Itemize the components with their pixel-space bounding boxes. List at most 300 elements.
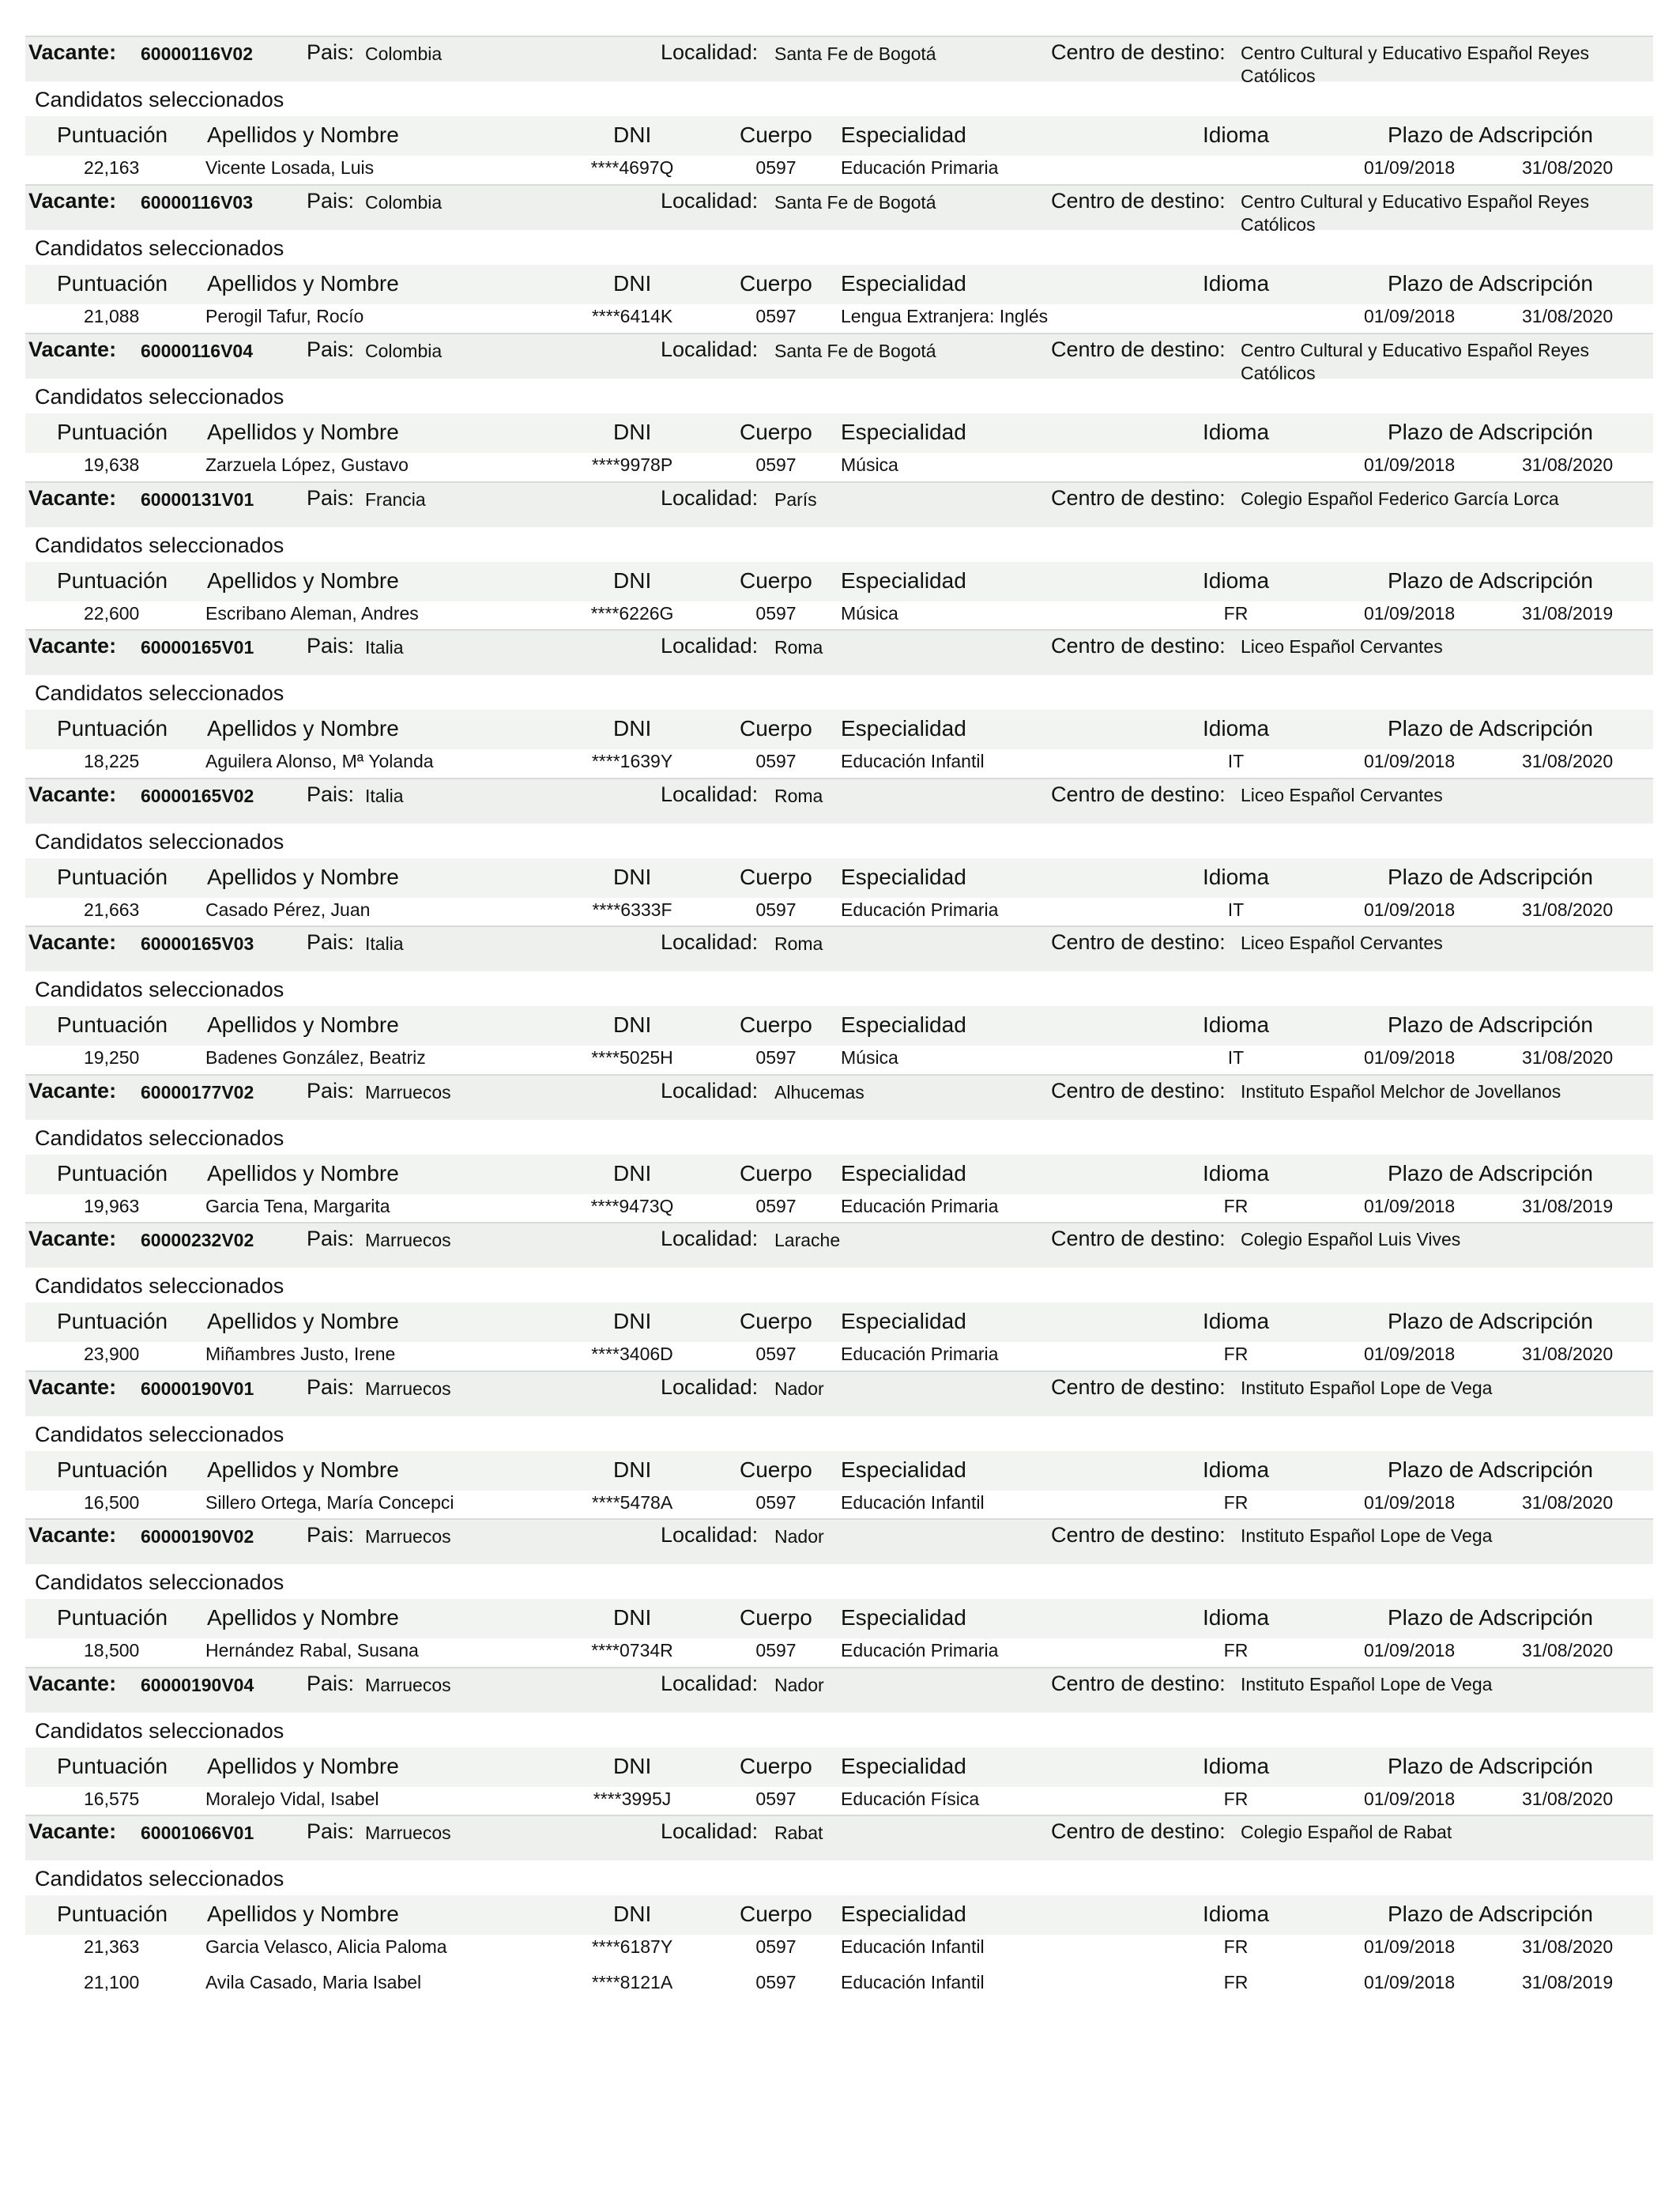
- vacante-label: Vacante:: [28, 1672, 117, 1695]
- candidatos-label: Candidatos seleccionados: [35, 1126, 284, 1150]
- col-plazo: Plazo de Adscripción: [1388, 1902, 1593, 1926]
- localidad-value: Rabat: [774, 1823, 823, 1843]
- vacante-code: 60000116V03: [141, 192, 253, 213]
- col-puntuacion: Puntuación: [57, 1605, 168, 1630]
- col-plazo: Plazo de Adscripción: [1388, 865, 1593, 889]
- col-dni: DNI: [613, 1161, 652, 1186]
- col-nombre: Apellidos y Nombre: [207, 1902, 399, 1926]
- cell-cuerpo: 0597: [755, 454, 797, 475]
- col-idioma: Idioma: [1203, 865, 1270, 889]
- vacante-code: 60000131V01: [141, 489, 254, 510]
- cell-desde: 01/09/2018: [1364, 899, 1456, 920]
- vacante-code: 60001066V01: [141, 1823, 254, 1843]
- cell-idioma: FR: [1223, 603, 1249, 624]
- col-cuerpo: Cuerpo: [740, 716, 812, 741]
- centro-label: Centro de destino:: [1051, 1523, 1226, 1547]
- vacancy-block: [0, 925, 1680, 1069]
- cell-puntuacion: 19,963: [84, 1196, 140, 1216]
- cell-especialidad: Educación Primaria: [841, 899, 999, 920]
- col-dni: DNI: [613, 1457, 652, 1482]
- localidad-label: Localidad:: [661, 40, 759, 64]
- centro-value: Instituto Español Melchor de Jovellanos: [1241, 1081, 1561, 1102]
- cell-desde: 01/09/2018: [1364, 1936, 1456, 1957]
- cell-nombre: Hernández Rabal, Susana: [205, 1640, 419, 1661]
- candidatos-label: Candidatos seleccionados: [35, 1719, 284, 1743]
- vacante-label: Vacante:: [28, 1819, 117, 1843]
- cell-nombre: Badenes González, Beatriz: [205, 1047, 426, 1068]
- col-dni: DNI: [613, 1754, 652, 1778]
- centro-value: Centro Cultural y Educativo Español Reyes Católicos: [1241, 340, 1590, 383]
- col-puntuacion: Puntuación: [57, 1012, 168, 1037]
- pais-value: Francia: [365, 489, 426, 510]
- centro-label: Centro de destino:: [1051, 486, 1226, 510]
- col-dni: DNI: [613, 568, 652, 593]
- col-nombre: Apellidos y Nombre: [207, 123, 399, 147]
- cell-puntuacion: 16,575: [84, 1789, 140, 1809]
- col-especialidad: Especialidad: [841, 568, 966, 593]
- cell-dni: ****9978P: [591, 454, 673, 475]
- vacancy-block: [0, 1815, 1680, 1994]
- candidatos-label: Candidatos seleccionados: [35, 533, 284, 557]
- pais-value: Marruecos: [365, 1526, 451, 1547]
- vacancy-block: [0, 1518, 1680, 1662]
- pais-value: Marruecos: [365, 1378, 451, 1399]
- centro-value: Liceo Español Cervantes: [1241, 636, 1443, 657]
- cell-especialidad: Educación Primaria: [841, 1344, 999, 1364]
- cell-cuerpo: 0597: [755, 1344, 797, 1364]
- cell-puntuacion: 22,600: [84, 603, 140, 624]
- cell-especialidad: Educación Primaria: [841, 1640, 999, 1661]
- localidad-value: Nador: [774, 1675, 824, 1695]
- pais-label: Pais:: [307, 40, 355, 64]
- col-cuerpo: Cuerpo: [740, 1754, 812, 1778]
- cell-hasta: 31/08/2020: [1522, 157, 1614, 178]
- cell-desde: 01/09/2018: [1364, 1789, 1456, 1809]
- candidatos-label: Candidatos seleccionados: [35, 385, 284, 409]
- centro-label: Centro de destino:: [1051, 40, 1226, 64]
- col-nombre: Apellidos y Nombre: [207, 1012, 399, 1037]
- col-puntuacion: Puntuación: [57, 568, 168, 593]
- centro-value: Colegio Español Federico García Lorca: [1241, 488, 1559, 509]
- centro-label: Centro de destino:: [1051, 1079, 1226, 1103]
- col-especialidad: Especialidad: [841, 1754, 966, 1778]
- centro-label: Centro de destino:: [1051, 782, 1226, 806]
- col-puntuacion: Puntuación: [57, 420, 168, 444]
- col-plazo: Plazo de Adscripción: [1388, 1754, 1593, 1778]
- cell-nombre: Miñambres Justo, Irene: [205, 1344, 396, 1364]
- cell-especialidad: Educación Primaria: [841, 157, 999, 178]
- col-especialidad: Especialidad: [841, 1902, 966, 1926]
- vacante-code: 60000177V02: [141, 1082, 254, 1103]
- cell-hasta: 31/08/2020: [1522, 306, 1614, 326]
- col-nombre: Apellidos y Nombre: [207, 1605, 399, 1630]
- candidatos-label: Candidatos seleccionados: [35, 236, 284, 260]
- vacancy-block: [0, 1667, 1680, 1811]
- pais-label: Pais:: [307, 634, 355, 658]
- centro-label: Centro de destino:: [1051, 337, 1226, 361]
- vacancy-block: [0, 481, 1680, 625]
- cell-desde: 01/09/2018: [1364, 1640, 1456, 1661]
- col-puntuacion: Puntuación: [57, 1754, 168, 1778]
- col-cuerpo: Cuerpo: [740, 271, 812, 296]
- col-idioma: Idioma: [1203, 1309, 1270, 1333]
- localidad-value: Alhucemas: [774, 1082, 864, 1103]
- cell-dni: ****3995J: [593, 1789, 672, 1809]
- vacante-label: Vacante:: [28, 40, 117, 64]
- pais-value: Colombia: [365, 341, 443, 361]
- cell-nombre: Zarzuela López, Gustavo: [205, 454, 409, 475]
- col-puntuacion: Puntuación: [57, 1309, 168, 1333]
- vacante-label: Vacante:: [28, 1227, 117, 1250]
- col-cuerpo: Cuerpo: [740, 420, 812, 444]
- cell-cuerpo: 0597: [755, 1196, 797, 1216]
- col-especialidad: Especialidad: [841, 1309, 966, 1333]
- candidatos-label: Candidatos seleccionados: [35, 88, 284, 111]
- cell-desde: 01/09/2018: [1364, 1047, 1456, 1068]
- candidatos-label: Candidatos seleccionados: [35, 830, 284, 854]
- cell-idioma: FR: [1223, 1196, 1249, 1216]
- pais-value: Marruecos: [365, 1675, 451, 1695]
- col-dni: DNI: [613, 1605, 652, 1630]
- pais-label: Pais:: [307, 782, 355, 806]
- vacancy-block: [0, 1074, 1680, 1218]
- col-plazo: Plazo de Adscripción: [1388, 420, 1593, 444]
- localidad-label: Localidad:: [661, 1523, 759, 1547]
- vacante-code: 60000190V02: [141, 1526, 254, 1547]
- vacante-code: 60000165V03: [141, 933, 254, 954]
- cell-puntuacion: 21,363: [84, 1936, 140, 1957]
- col-especialidad: Especialidad: [841, 1605, 966, 1630]
- cell-desde: 01/09/2018: [1364, 1972, 1456, 1992]
- cell-hasta: 31/08/2020: [1522, 1789, 1614, 1809]
- cell-especialidad: Música: [841, 1047, 898, 1068]
- candidatos-label: Candidatos seleccionados: [35, 1423, 284, 1446]
- vacante-label: Vacante:: [28, 930, 117, 954]
- vacancy-block: [0, 184, 1680, 328]
- cell-puntuacion: 19,250: [84, 1047, 140, 1068]
- cell-cuerpo: 0597: [755, 603, 797, 624]
- col-cuerpo: Cuerpo: [740, 568, 812, 593]
- centro-label: Centro de destino:: [1051, 1375, 1226, 1399]
- col-cuerpo: Cuerpo: [740, 1605, 812, 1630]
- col-dni: DNI: [613, 1902, 652, 1926]
- cell-idioma: FR: [1223, 1640, 1249, 1661]
- cell-desde: 01/09/2018: [1364, 306, 1456, 326]
- centro-value: Colegio Español Luis Vives: [1241, 1229, 1461, 1250]
- cell-idioma: IT: [1227, 899, 1245, 920]
- cell-cuerpo: 0597: [755, 1972, 797, 1992]
- col-plazo: Plazo de Adscripción: [1388, 1012, 1593, 1037]
- vacante-label: Vacante:: [28, 1375, 117, 1399]
- cell-desde: 01/09/2018: [1364, 1196, 1456, 1216]
- vacancy-block: [0, 333, 1680, 477]
- col-nombre: Apellidos y Nombre: [207, 1457, 399, 1482]
- cell-idioma: FR: [1223, 1344, 1249, 1364]
- col-dni: DNI: [613, 123, 652, 147]
- cell-especialidad: Educación Infantil: [841, 1972, 985, 1992]
- vacancy-block: [0, 778, 1680, 922]
- cell-nombre: Avila Casado, Maria Isabel: [205, 1972, 422, 1992]
- cell-cuerpo: 0597: [755, 1047, 797, 1068]
- col-nombre: Apellidos y Nombre: [207, 1309, 399, 1333]
- cell-dni: ****4697Q: [590, 157, 674, 178]
- vacante-label: Vacante:: [28, 1079, 117, 1103]
- vacancy-block: [0, 36, 1680, 179]
- col-especialidad: Especialidad: [841, 865, 966, 889]
- centro-value: Centro Cultural y Educativo Español Reyes Católicos: [1241, 43, 1590, 86]
- vacante-label: Vacante:: [28, 189, 117, 213]
- vacancy-block: [0, 629, 1680, 773]
- cell-puntuacion: 21,100: [84, 1972, 140, 1992]
- cell-cuerpo: 0597: [755, 157, 797, 178]
- localidad-label: Localidad:: [661, 782, 759, 806]
- vacante-code: 60000165V02: [141, 786, 254, 806]
- cell-hasta: 31/08/2020: [1522, 1344, 1614, 1364]
- col-cuerpo: Cuerpo: [740, 123, 812, 147]
- candidatos-label: Candidatos seleccionados: [35, 978, 284, 1001]
- cell-desde: 01/09/2018: [1364, 1492, 1456, 1513]
- cell-cuerpo: 0597: [755, 1492, 797, 1513]
- cell-hasta: 31/08/2020: [1522, 1640, 1614, 1661]
- vacante-code: 60000116V04: [141, 341, 253, 361]
- col-especialidad: Especialidad: [841, 271, 966, 296]
- centro-value: Colegio Español de Rabat: [1241, 1822, 1452, 1842]
- col-especialidad: Especialidad: [841, 1161, 966, 1186]
- localidad-value: Santa Fe de Bogotá: [774, 192, 936, 213]
- localidad-value: Larache: [774, 1230, 841, 1250]
- pais-label: Pais:: [307, 1523, 355, 1547]
- localidad-label: Localidad:: [661, 486, 759, 510]
- vacante-code: 60000232V02: [141, 1230, 254, 1250]
- col-nombre: Apellidos y Nombre: [207, 716, 399, 741]
- pais-value: Italia: [365, 933, 404, 954]
- localidad-value: París: [774, 489, 817, 510]
- col-dni: DNI: [613, 865, 652, 889]
- col-idioma: Idioma: [1203, 1605, 1270, 1630]
- col-idioma: Idioma: [1203, 123, 1270, 147]
- cell-desde: 01/09/2018: [1364, 603, 1456, 624]
- cell-especialidad: Educación Infantil: [841, 751, 985, 771]
- col-plazo: Plazo de Adscripción: [1388, 568, 1593, 593]
- cell-cuerpo: 0597: [755, 306, 797, 326]
- cell-dni: ****5478A: [591, 1492, 673, 1513]
- vacancy-block: [0, 1222, 1680, 1366]
- cell-hasta: 31/08/2020: [1522, 1936, 1614, 1957]
- col-dni: DNI: [613, 271, 652, 296]
- localidad-label: Localidad:: [661, 634, 759, 658]
- col-idioma: Idioma: [1203, 271, 1270, 296]
- localidad-label: Localidad:: [661, 1819, 759, 1843]
- cell-cuerpo: 0597: [755, 899, 797, 920]
- col-dni: DNI: [613, 1309, 652, 1333]
- pais-value: Marruecos: [365, 1230, 451, 1250]
- candidatos-label: Candidatos seleccionados: [35, 1274, 284, 1298]
- candidatos-label: Candidatos seleccionados: [35, 681, 284, 705]
- col-puntuacion: Puntuación: [57, 1902, 168, 1926]
- cell-dni: ****8121A: [591, 1972, 673, 1992]
- cell-idioma: FR: [1223, 1492, 1249, 1513]
- cell-dni: ****0734R: [591, 1640, 673, 1661]
- cell-dni: ****6333F: [592, 899, 672, 920]
- vacancy-block: [0, 1370, 1680, 1514]
- col-plazo: Plazo de Adscripción: [1388, 716, 1593, 741]
- cell-especialidad: Música: [841, 603, 898, 624]
- cell-puntuacion: 21,088: [84, 306, 140, 326]
- cell-puntuacion: 23,900: [84, 1344, 140, 1364]
- cell-puntuacion: 22,163: [84, 157, 140, 178]
- col-nombre: Apellidos y Nombre: [207, 568, 399, 593]
- cell-puntuacion: 18,500: [84, 1640, 140, 1661]
- cell-especialidad: Música: [841, 454, 898, 475]
- col-especialidad: Especialidad: [841, 420, 966, 444]
- centro-label: Centro de destino:: [1051, 189, 1226, 213]
- centro-label: Centro de destino:: [1051, 1819, 1226, 1843]
- col-idioma: Idioma: [1203, 716, 1270, 741]
- cell-cuerpo: 0597: [755, 1789, 797, 1809]
- col-cuerpo: Cuerpo: [740, 1457, 812, 1482]
- pais-label: Pais:: [307, 1375, 355, 1399]
- cell-nombre: Casado Pérez, Juan: [205, 899, 371, 920]
- centro-value: Instituto Español Lope de Vega: [1241, 1378, 1493, 1398]
- localidad-value: Nador: [774, 1378, 824, 1399]
- col-puntuacion: Puntuación: [57, 865, 168, 889]
- col-puntuacion: Puntuación: [57, 271, 168, 296]
- localidad-label: Localidad:: [661, 337, 759, 361]
- cell-dni: ****1639Y: [591, 751, 673, 771]
- localidad-label: Localidad:: [661, 1227, 759, 1250]
- localidad-value: Santa Fe de Bogotá: [774, 341, 936, 361]
- cell-idioma: IT: [1227, 751, 1245, 771]
- candidatos-label: Candidatos seleccionados: [35, 1570, 284, 1594]
- centro-label: Centro de destino:: [1051, 1227, 1226, 1250]
- vacante-label: Vacante:: [28, 1523, 117, 1547]
- cell-cuerpo: 0597: [755, 751, 797, 771]
- localidad-value: Roma: [774, 933, 823, 954]
- vacante-code: 60000190V01: [141, 1378, 254, 1399]
- cell-especialidad: Educación Primaria: [841, 1196, 999, 1216]
- cell-idioma: FR: [1223, 1972, 1249, 1992]
- cell-dni: ****9473Q: [590, 1196, 674, 1216]
- centro-value: Instituto Español Lope de Vega: [1241, 1674, 1493, 1695]
- col-plazo: Plazo de Adscripción: [1388, 123, 1593, 147]
- col-nombre: Apellidos y Nombre: [207, 271, 399, 296]
- cell-desde: 01/09/2018: [1364, 454, 1456, 475]
- col-idioma: Idioma: [1203, 1161, 1270, 1186]
- pais-value: Colombia: [365, 43, 443, 64]
- vacante-code: 60000165V01: [141, 637, 254, 658]
- col-nombre: Apellidos y Nombre: [207, 1754, 399, 1778]
- vacante-label: Vacante:: [28, 782, 117, 806]
- col-cuerpo: Cuerpo: [740, 1902, 812, 1926]
- localidad-label: Localidad:: [661, 1079, 759, 1103]
- col-puntuacion: Puntuación: [57, 1161, 168, 1186]
- pais-label: Pais:: [307, 1079, 355, 1103]
- col-dni: DNI: [613, 420, 652, 444]
- cell-idioma: FR: [1223, 1789, 1249, 1809]
- centro-value: Liceo Español Cervantes: [1241, 785, 1443, 805]
- cell-hasta: 31/08/2020: [1522, 454, 1614, 475]
- cell-nombre: Perogil Tafur, Rocío: [205, 306, 364, 326]
- col-idioma: Idioma: [1203, 1754, 1270, 1778]
- centro-value: Instituto Español Lope de Vega: [1241, 1525, 1493, 1546]
- col-idioma: Idioma: [1203, 1457, 1270, 1482]
- col-idioma: Idioma: [1203, 420, 1270, 444]
- cell-nombre: Garcia Velasco, Alicia Paloma: [205, 1936, 447, 1957]
- localidad-value: Nador: [774, 1526, 824, 1547]
- col-puntuacion: Puntuación: [57, 1457, 168, 1482]
- pais-label: Pais:: [307, 486, 355, 510]
- cell-dni: ****6226G: [590, 603, 674, 624]
- cell-puntuacion: 19,638: [84, 454, 140, 475]
- col-idioma: Idioma: [1203, 1902, 1270, 1926]
- cell-hasta: 31/08/2020: [1522, 751, 1614, 771]
- centro-value: Liceo Español Cervantes: [1241, 933, 1443, 953]
- cell-nombre: Garcia Tena, Margarita: [205, 1196, 390, 1216]
- localidad-value: Roma: [774, 637, 823, 658]
- col-cuerpo: Cuerpo: [740, 1012, 812, 1037]
- pais-value: Marruecos: [365, 1823, 451, 1843]
- cell-hasta: 31/08/2019: [1522, 603, 1614, 624]
- col-especialidad: Especialidad: [841, 1012, 966, 1037]
- cell-puntuacion: 16,500: [84, 1492, 140, 1513]
- vacante-label: Vacante:: [28, 634, 117, 658]
- cell-desde: 01/09/2018: [1364, 1344, 1456, 1364]
- pais-value: Marruecos: [365, 1082, 451, 1103]
- pais-value: Italia: [365, 786, 404, 806]
- vacante-code: 60000116V02: [141, 43, 253, 64]
- localidad-label: Localidad:: [661, 189, 759, 213]
- col-cuerpo: Cuerpo: [740, 1309, 812, 1333]
- cell-idioma: IT: [1227, 1047, 1245, 1068]
- cell-dni: ****5025H: [591, 1047, 673, 1068]
- pais-label: Pais:: [307, 189, 355, 213]
- cell-desde: 01/09/2018: [1364, 157, 1456, 178]
- col-especialidad: Especialidad: [841, 716, 966, 741]
- col-plazo: Plazo de Adscripción: [1388, 1309, 1593, 1333]
- col-nombre: Apellidos y Nombre: [207, 865, 399, 889]
- cell-dni: ****3406D: [591, 1344, 673, 1364]
- col-idioma: Idioma: [1203, 568, 1270, 593]
- col-dni: DNI: [613, 1012, 652, 1037]
- pais-label: Pais:: [307, 930, 355, 954]
- pais-value: Italia: [365, 637, 404, 658]
- cell-puntuacion: 21,663: [84, 899, 140, 920]
- cell-dni: ****6187Y: [591, 1936, 673, 1957]
- cell-hasta: 31/08/2019: [1522, 1196, 1614, 1216]
- col-nombre: Apellidos y Nombre: [207, 1161, 399, 1186]
- col-cuerpo: Cuerpo: [740, 1161, 812, 1186]
- cell-nombre: Escribano Aleman, Andres: [205, 603, 419, 624]
- cell-hasta: 31/08/2020: [1522, 899, 1614, 920]
- cell-hasta: 31/08/2020: [1522, 1047, 1614, 1068]
- localidad-value: Roma: [774, 786, 823, 806]
- col-puntuacion: Puntuación: [57, 123, 168, 147]
- localidad-value: Santa Fe de Bogotá: [774, 43, 936, 64]
- col-especialidad: Especialidad: [841, 1457, 966, 1482]
- cell-nombre: Vicente Losada, Luis: [205, 157, 375, 178]
- vacante-label: Vacante:: [28, 486, 117, 510]
- vacante-label: Vacante:: [28, 337, 117, 361]
- pais-label: Pais:: [307, 1672, 355, 1695]
- cell-hasta: 31/08/2019: [1522, 1972, 1614, 1992]
- cell-nombre: Aguilera Alonso, Mª Yolanda: [205, 751, 434, 771]
- centro-label: Centro de destino:: [1051, 1672, 1226, 1695]
- vacante-code: 60000190V04: [141, 1675, 254, 1695]
- pais-label: Pais:: [307, 337, 355, 361]
- cell-especialidad: Educación Infantil: [841, 1492, 985, 1513]
- pais-label: Pais:: [307, 1227, 355, 1250]
- cell-especialidad: Lengua Extranjera: Inglés: [841, 306, 1049, 326]
